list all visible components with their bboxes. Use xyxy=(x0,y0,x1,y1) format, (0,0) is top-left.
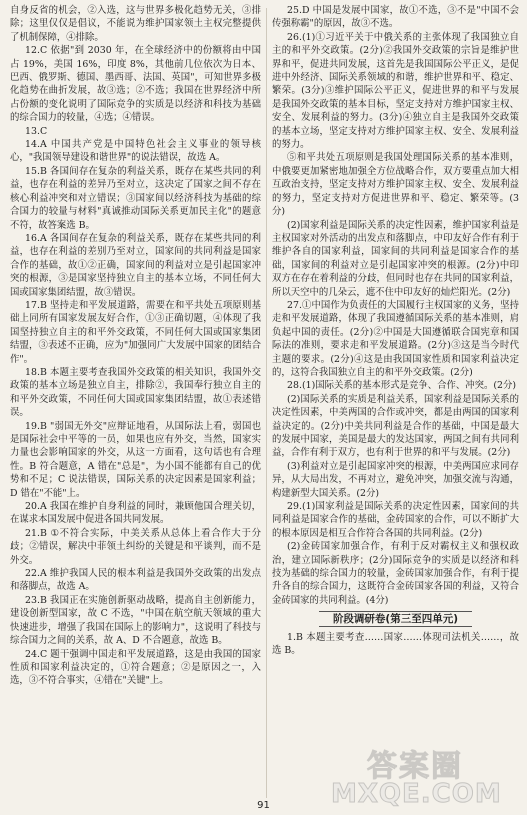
answer-paragraph: 29.(1)国家利益是国际关系的决定性因素，国家间的共同利益是国家合作的基础，金砖国家的合作，可以不断扩大的根本原因是相互合作符合各国的共同利益。(2分) xyxy=(272,501,519,539)
section-tail xyxy=(272,631,519,658)
answer-paragraph: 13.C xyxy=(25,125,48,137)
answer-paragraph: 16.A 各国间存在复杂的利益关系，既存在某些共同的利益，也存在利益的差别乃至对立，国家间的共同利益是国家合作的基础，故①②正确，国家间的利益对立是引起国家冲突的根源，③是国家坚持独立自主的基本立场，不同任何大国或国家集团结盟，故③错误。 xyxy=(10,232,261,298)
answer-paragraph: 14.A 中国共产党是中国特色社会主义事业的领导核心，"我国领导建设和谐世界"的说法错误，故选 A。 xyxy=(10,139,261,164)
answer-paragraph: 15.B 各国间存在复杂的利益关系，既存在某些共同的利益，也存在利益的差异乃至对立，这决定了国家之间不存在核心利益冲突和对立错误；③国家间以经济科技为基础的综合国力的较量与材料"真诚推动国际关系更加民主化"的题意不符，故答案选 B。 xyxy=(10,165,261,231)
answer-paragraph: (2)金砖国家加强合作，有利于反对霸权主义和强权政治，建立国际新秩序；(2分)国际竞争的实质是以经济和科技为基础的综合国力的较量，金砖国家加强合作，有利于提升各自的综合国力，这既符合金砖国家各国的利益，又符合金砖国家的共同利益。(4分) xyxy=(272,541,519,606)
answer-paragraph: ⑤和平共处五项原则是我国处理国际关系的基本准则，中俄要更加紧密地加强全方位战略合作，双方要重点加大相互政治支持，坚定支持对方维护国家主权、安全、发展利益的努力，坚定支持对方促进世界和平、稳定、繁荣等。(3分) xyxy=(272,152,519,218)
answer-paragraph: 20.A 我国在维护自身利益的同时，兼顾他国合理关切，在谋求本国发展中促进各国共同发展。 xyxy=(10,501,261,526)
answer-paragraph: 27.①中国作为负责任的大国履行主权国家的义务，坚持走和平发展道路，体现了我国遵循国际关系的基本准则，肩负起中国的责任。(2分)②中国是大国遵循联合国宪章和国际法的准则，要求走和平发展道路。(2分)③这是当今时代主题的要求。(2分)④这是由我国国家性质和国家利益决定的，这符合我国独立自主的和平外交政策。(2分) xyxy=(272,299,519,378)
answer-paragraph: 18.B 本题主要考查我国外交政策的相关知识，我国外交政策的基本立场是独立自主，排除②，我国奉行独立自主的和平外交政策，不同任何大国或国家集团结盟，故①表述错误。 xyxy=(10,366,261,419)
watermark xyxy=(331,741,521,811)
right-column-answers xyxy=(272,4,519,607)
answer-paragraph: 19.B "弱国无外交"应辩证地看，从国际法上看，弱国也是国际社会中平等的一员，如果也应有外交，当然，国家实力量也会影响国家的外交，从这一方面看，这句话也有合理性。B 符合题意，A 错在"总是"，为小国不能都有自己的优势和不足；C 说法错误，国际关系的决定因素是国家利益；D 错在"不能"上。 xyxy=(10,420,261,499)
answer-paragraph: 22.A 维护我国人民的根本利益是我国外交政策的出发点和落脚点，故选 A。 xyxy=(10,568,261,593)
page-number: 91 xyxy=(257,800,270,811)
column-divider xyxy=(266,8,267,798)
watermark-logo: 答案圈 xyxy=(367,749,463,784)
answer-paragraph: 25.D 中国是发展中国家，故①不选，③不是"中国不会传强称霸"的原因，故③不选。 xyxy=(272,5,519,30)
answer-paragraph: (2)国家利益是国际关系的决定性因素，维护国家利益是主权国家对外活动的出发点和落脚点，中印友好合作有利于维护各自的国家利益，国家间的共同利益是国家合作的基础，国家间的利益对立是引起国家冲突的根源。(2分)中印双方在存在着利益的分歧，但同时也存在共同的国家利益，所以天空中的几朵云，遮不住中印友好的灿烂阳光。(2分) xyxy=(272,219,519,298)
section-title xyxy=(272,613,519,626)
answer-paragraph: 26.(1)①习近平关于中俄关系的主张体现了我国独立自主的和平外交政策。(2分)②我国外交政策的宗旨是维护世界和平，促进共同发展，这首先是我国国际公平正义，是促进中外经济、国际关系领域的和谐，维护世界和平、稳定、繁荣。(3分)③维护国际公平正义，促进世界的和平与发展是我国外交政策的基本目标，坚定支持对方维护国家主权、安全、发展利益的努力。(3分)④独立自主是我国外交政策的基本立场，坚定支持对方维护国家主权、安全、发展利益的努力。 xyxy=(272,31,519,151)
answer-paragraph: (2)国际关系的实质是利益关系，国家利益是国际关系的决定性因素，中美两国的合作或冲突，都是由两国的国家利益决定的。(2分)中美共同利益是合作的基础，中国是最大的发展中国家，美国是最大的发达国家，两国之间有共同利益，合作有利于双方，也有利于世界的和平与发展。(2分) xyxy=(272,393,519,459)
watermark-site: MXQE.COM xyxy=(331,779,502,809)
answer-paragraph: 24.C 题干强调中国走和平发展道路，这是由我国的国家性质和国家利益决定的，①符合题意；②是原因之一，入选，③不符合事实，④错在"关键"上。 xyxy=(10,648,261,687)
answer-paragraph: 1.B 本题主要考查……国家……体现司法机关……，故选 B。 xyxy=(272,631,519,657)
section-title-text: 阶段调研卷(第三至四单元) xyxy=(319,611,472,627)
answer-paragraph: 12.C 依据"到 2030 年，在全球经济中的份额将由中国占 19%，美国 16%，印度 8%，其他前几位依次为日本、巴西、俄罗斯、德国、墨西哥、法国、英国"，可知世界多极化趋势在曲折发展，故③选；②不选；我国在世界经济中所占份额的变化说明了国际竞争的实质是以经济和科技为基础的综合国力的较量，④选；④错误。 xyxy=(10,45,261,124)
answer-paragraph: 21.B ①不符合实际，中美关系从总体上看合作大于分歧；②错误，解决中菲领土纠纷的关键是和平谈判，而不是外交。 xyxy=(10,527,261,566)
answer-paragraph: 28.(1)国际关系的基本形式是竞争、合作、冲突。(2分) xyxy=(287,380,517,392)
answer-paragraph: 自身反省的机会，②入选，这与世界多极化趋势无关，③排除；这里仅仅是倡议，不能说为维护国家领土主权完整提供了机制保障，④排除。 xyxy=(10,5,261,43)
right-column xyxy=(272,4,519,658)
answer-paragraph: 17.B 坚持走和平发展道路，需要在和平共处五项原则基础上同所有国家发展友好合作，①③正确切题，④体现了我国坚持独立自主的和平外交政策，不同任何大国或国家集团结盟，③表述不正确，应为"加强同广大发展中国家的团结合作"。 xyxy=(10,299,261,365)
answer-paragraph: (3)利益对立是引起国家冲突的根源，中美两国应求同存异，从大局出发，不再对立，避免冲突，加强交流与沟通，构建新型大国关系。(2分) xyxy=(272,460,519,499)
answer-paragraph: 23.B 我国正在实施创新驱动战略，提高自主创新能力，建设创新型国家，故 C 不选，"中国在航空航天领域的重大快速进步，增强了我国在国际上的影响力"，这说明了科技与综合国力之间的关系，故 A、D 不合题意，故选 B。 xyxy=(10,594,261,647)
left-column xyxy=(10,4,261,688)
